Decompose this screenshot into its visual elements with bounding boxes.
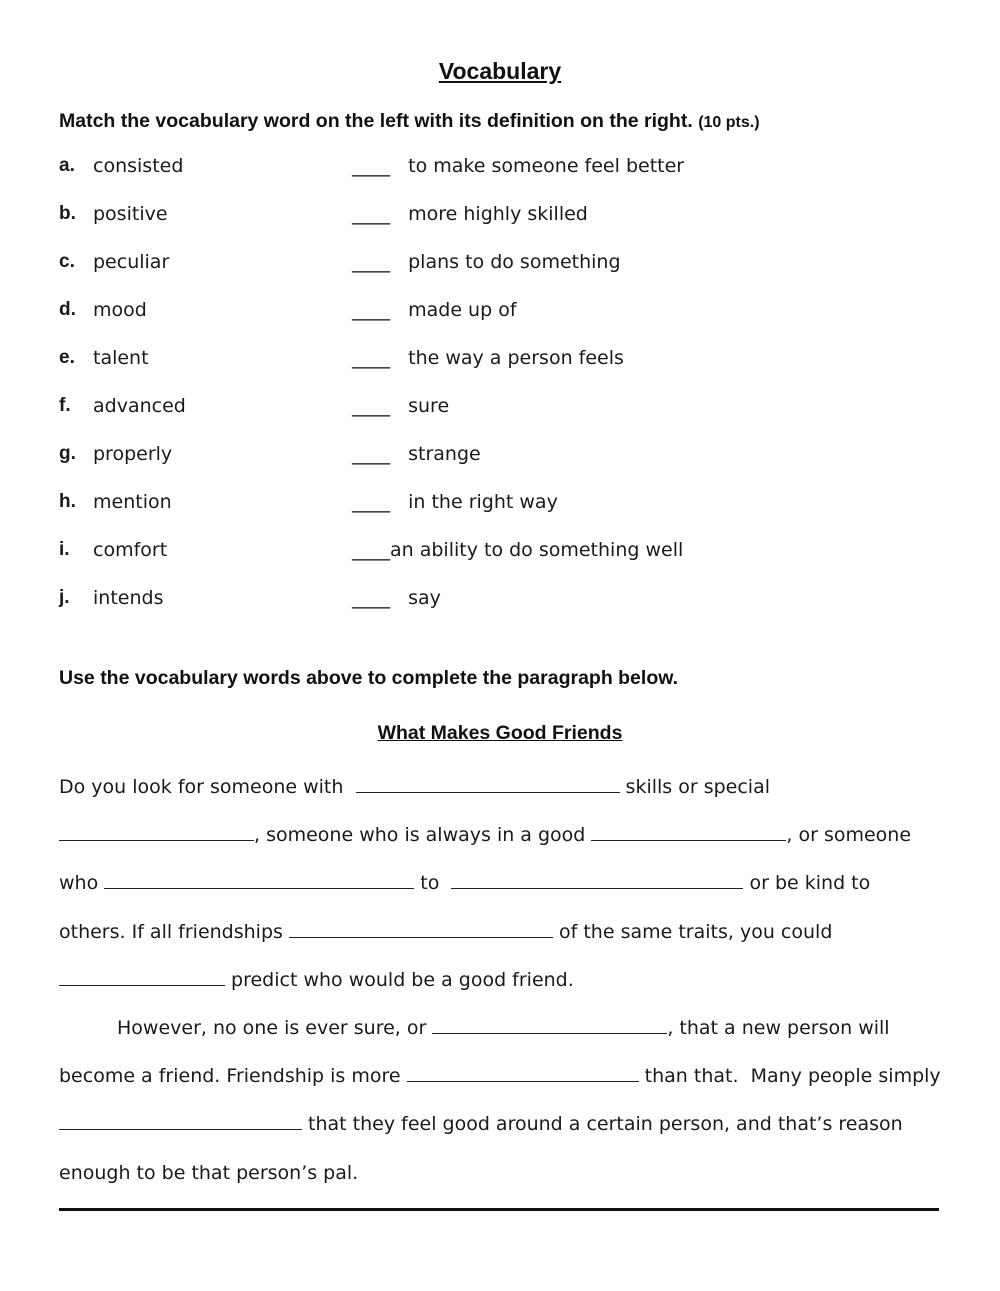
paragraph-line <box>59 868 959 916</box>
fill-in-paragraph <box>59 772 959 1206</box>
definition-with-blank[interactable]: ____ made up of <box>352 299 517 321</box>
definition-with-blank[interactable]: ____an ability to do something well <box>352 539 684 561</box>
paragraph-text: become a friend. Friendship is more <box>59 1065 407 1088</box>
vocabulary-word: advanced <box>93 395 186 417</box>
answer-blank[interactable] <box>59 1109 302 1130</box>
vocabulary-word: mood <box>93 299 147 321</box>
answer-blank[interactable] <box>59 965 225 986</box>
matching-row <box>59 584 959 632</box>
paragraph-instruction: Use the vocabulary words above to complete the paragraph below. <box>59 667 679 689</box>
answer-blank[interactable] <box>104 868 414 889</box>
points-label: (10 pts.) <box>698 114 760 131</box>
paragraph-text: who <box>59 872 105 895</box>
definition-with-blank[interactable]: ____ to make someone feel better <box>352 155 685 177</box>
paragraph-text: However, no one is ever sure, or <box>117 1016 433 1039</box>
item-letter: d. <box>59 299 76 320</box>
item-letter: c. <box>59 251 75 272</box>
answer-blank[interactable] <box>432 1013 667 1034</box>
paragraph-line <box>59 1158 959 1206</box>
paragraph-text: than that. Many people simply <box>638 1065 941 1088</box>
answer-blank[interactable] <box>289 917 553 938</box>
paragraph-line <box>59 820 959 868</box>
matching-row <box>59 200 959 248</box>
paragraph-text: others. If all friendships <box>59 920 289 943</box>
paragraph-text: that they feel good around a certain person, and that’s reason <box>302 1113 903 1136</box>
matching-row <box>59 248 959 296</box>
answer-blank[interactable] <box>591 820 786 841</box>
paragraph-text: predict who would be a good friend. <box>225 968 574 991</box>
item-letter: f. <box>59 395 71 416</box>
paragraph-text: of the same traits, you could <box>552 920 833 943</box>
vocabulary-word: consisted <box>93 155 184 177</box>
story-title: What Makes Good Friends <box>377 722 623 744</box>
definition-with-blank[interactable]: ____ strange <box>352 443 481 465</box>
matching-instruction-text: Match the vocabulary word on the left with its definition on the right. <box>59 110 693 132</box>
vocabulary-word: properly <box>93 443 173 465</box>
definition-with-blank[interactable]: ____ the way a person feels <box>352 347 624 369</box>
paragraph-text: enough to be that person’s pal. <box>59 1161 359 1184</box>
vocabulary-word: intends <box>93 587 164 609</box>
vocabulary-word: talent <box>93 347 149 369</box>
paragraph-text: skills or special <box>619 776 770 798</box>
paragraph-line <box>59 772 959 820</box>
matching-row <box>59 536 959 584</box>
definition-with-blank[interactable]: ____ plans to do something <box>352 251 621 273</box>
item-letter: g. <box>59 443 76 464</box>
vocabulary-word: comfort <box>93 539 168 561</box>
definition-with-blank[interactable]: ____ more highly skilled <box>352 203 588 225</box>
definition-with-blank[interactable]: ____ sure <box>352 395 450 417</box>
paragraph-line <box>59 1061 959 1109</box>
item-letter: h. <box>59 491 76 512</box>
paragraph-line <box>59 1109 959 1157</box>
paragraph-line <box>59 1013 959 1061</box>
vocabulary-word: mention <box>93 491 172 513</box>
item-letter: i. <box>59 539 70 560</box>
page-title: Vocabulary <box>438 58 562 84</box>
answer-blank[interactable] <box>407 1061 639 1082</box>
definition-with-blank[interactable]: ____ in the right way <box>352 491 558 513</box>
item-letter: a. <box>59 155 75 176</box>
matching-row <box>59 488 959 536</box>
paragraph-text: Do you look for someone with <box>59 776 350 798</box>
vocabulary-word: positive <box>93 203 168 225</box>
item-letter: j. <box>59 587 70 608</box>
matching-row <box>59 392 959 440</box>
paragraph-text: , that a new person will <box>667 1016 890 1039</box>
paragraph-line <box>59 965 959 1013</box>
paragraph-text: , someone who is always in a good <box>254 824 592 847</box>
matching-list <box>59 152 959 632</box>
matching-instruction <box>59 110 760 133</box>
answer-blank[interactable] <box>59 820 254 841</box>
matching-row <box>59 440 959 488</box>
item-letter: b. <box>59 203 76 224</box>
answer-blank[interactable] <box>356 772 620 793</box>
paragraph-text: to <box>414 872 446 895</box>
paragraph-text: or be kind to <box>743 872 871 895</box>
definition-with-blank[interactable]: ____ say <box>352 587 441 609</box>
paragraph-line <box>59 917 959 965</box>
vocabulary-word: peculiar <box>93 251 170 273</box>
matching-row <box>59 344 959 392</box>
paragraph-text: , or someone <box>786 824 912 847</box>
matching-row <box>59 152 959 200</box>
matching-row <box>59 296 959 344</box>
bottom-divider <box>59 1208 939 1211</box>
item-letter: e. <box>59 347 75 368</box>
answer-blank[interactable] <box>451 868 743 889</box>
